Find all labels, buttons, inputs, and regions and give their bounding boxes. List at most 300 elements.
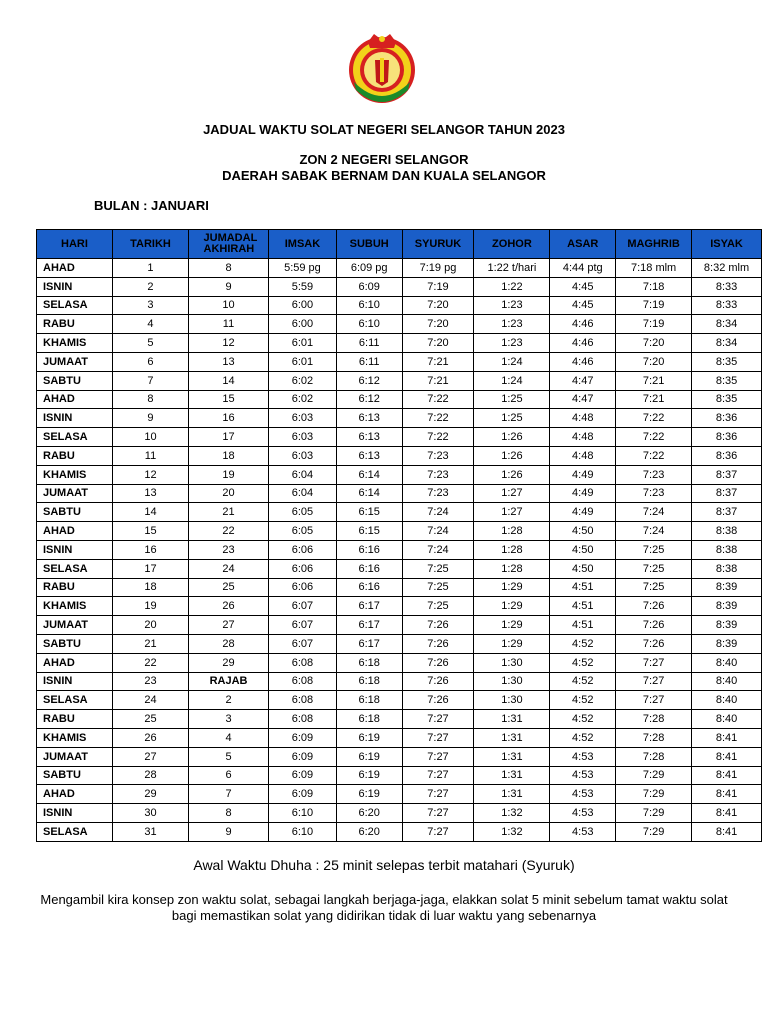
cell-imsak: 6:09 <box>269 728 337 747</box>
cell-tarikh: 17 <box>112 559 188 578</box>
cell-hijri: 5 <box>188 747 268 766</box>
cell-isyak: 8:37 <box>692 465 762 484</box>
cell-hari: SABTU <box>37 371 113 390</box>
cell-asar: 4:47 <box>550 390 616 409</box>
cell-syuruk: 7:21 <box>402 352 474 371</box>
cell-subuh: 6:18 <box>336 710 402 729</box>
cell-zohor: 1:31 <box>474 710 550 729</box>
cell-imsak: 6:07 <box>269 597 337 616</box>
cell-hijri: 7 <box>188 785 268 804</box>
cell-syuruk: 7:24 <box>402 522 474 541</box>
table-row <box>37 277 762 296</box>
cell-hari: AHAD <box>37 522 113 541</box>
cell-tarikh: 7 <box>112 371 188 390</box>
cell-isyak: 8:41 <box>692 785 762 804</box>
cell-hari: JUMAAT <box>37 352 113 371</box>
cell-imsak: 6:03 <box>269 409 337 428</box>
cell-subuh: 6:19 <box>336 785 402 804</box>
cell-zohor: 1:22 <box>474 277 550 296</box>
cell-imsak: 6:04 <box>269 484 337 503</box>
cell-asar: 4:51 <box>550 597 616 616</box>
cell-maghrib: 7:29 <box>616 804 692 823</box>
cell-isyak: 8:32 mlm <box>692 259 762 278</box>
cell-syuruk: 7:26 <box>402 634 474 653</box>
cell-hari: SABTU <box>37 634 113 653</box>
cell-subuh: 6:10 <box>336 315 402 334</box>
cell-asar: 4:53 <box>550 747 616 766</box>
col-header-asar: ASAR <box>550 230 616 259</box>
table-row <box>37 747 762 766</box>
cell-zohor: 1:27 <box>474 503 550 522</box>
cell-syuruk: 7:23 <box>402 484 474 503</box>
cell-tarikh: 2 <box>112 277 188 296</box>
cell-hijri: 27 <box>188 616 268 635</box>
cell-imsak: 6:06 <box>269 578 337 597</box>
cell-isyak: 8:34 <box>692 334 762 353</box>
cell-hijri: 19 <box>188 465 268 484</box>
cell-maghrib: 7:28 <box>616 728 692 747</box>
cell-hari: JUMAAT <box>37 747 113 766</box>
cell-subuh: 6:19 <box>336 766 402 785</box>
cell-subuh: 6:17 <box>336 634 402 653</box>
cell-syuruk: 7:27 <box>402 766 474 785</box>
cell-asar: 4:46 <box>550 352 616 371</box>
cell-hari: ISNIN <box>37 804 113 823</box>
table-row <box>37 766 762 785</box>
cell-imsak: 6:09 <box>269 785 337 804</box>
cell-syuruk: 7:22 <box>402 390 474 409</box>
cell-isyak: 8:33 <box>692 277 762 296</box>
cell-syuruk: 7:26 <box>402 616 474 635</box>
cell-maghrib: 7:21 <box>616 390 692 409</box>
col-header-hari: HARI <box>37 230 113 259</box>
cell-subuh: 6:09 pg <box>336 259 402 278</box>
table-row <box>37 540 762 559</box>
table-row <box>37 334 762 353</box>
cell-asar: 4:52 <box>550 672 616 691</box>
cell-asar: 4:45 <box>550 277 616 296</box>
cell-hari: ISNIN <box>37 672 113 691</box>
cell-asar: 4:53 <box>550 766 616 785</box>
cell-syuruk: 7:25 <box>402 578 474 597</box>
cell-subuh: 6:13 <box>336 446 402 465</box>
cell-zohor: 1:29 <box>474 578 550 597</box>
table-row <box>37 352 762 371</box>
cell-subuh: 6:18 <box>336 672 402 691</box>
cell-tarikh: 20 <box>112 616 188 635</box>
cell-hijri: RAJAB <box>188 672 268 691</box>
table-row <box>37 804 762 823</box>
cell-imsak: 6:04 <box>269 465 337 484</box>
cell-tarikh: 14 <box>112 503 188 522</box>
cell-tarikh: 27 <box>112 747 188 766</box>
cell-zohor: 1:24 <box>474 352 550 371</box>
cell-tarikh: 13 <box>112 484 188 503</box>
col-header-subuh: SUBUH <box>336 230 402 259</box>
cell-tarikh: 15 <box>112 522 188 541</box>
cell-maghrib: 7:25 <box>616 578 692 597</box>
cell-isyak: 8:36 <box>692 446 762 465</box>
cell-imsak: 6:03 <box>269 428 337 447</box>
cell-zohor: 1:28 <box>474 540 550 559</box>
cell-syuruk: 7:26 <box>402 672 474 691</box>
cell-syuruk: 7:23 <box>402 446 474 465</box>
cell-isyak: 8:39 <box>692 616 762 635</box>
table-row <box>37 371 762 390</box>
cell-asar: 4:48 <box>550 446 616 465</box>
cell-hari: JUMAAT <box>37 616 113 635</box>
table-row <box>37 390 762 409</box>
cell-syuruk: 7:20 <box>402 334 474 353</box>
cell-maghrib: 7:22 <box>616 409 692 428</box>
cell-hari: KHAMIS <box>37 728 113 747</box>
cell-maghrib: 7:26 <box>616 597 692 616</box>
cell-hijri: 2 <box>188 691 268 710</box>
cell-asar: 4:53 <box>550 785 616 804</box>
table-row <box>37 522 762 541</box>
cell-isyak: 8:35 <box>692 390 762 409</box>
cell-zohor: 1:29 <box>474 616 550 635</box>
table-body <box>37 259 762 842</box>
cell-imsak: 6:02 <box>269 390 337 409</box>
table-row <box>37 259 762 278</box>
cell-maghrib: 7:22 <box>616 446 692 465</box>
table-row <box>37 672 762 691</box>
cell-zohor: 1:23 <box>474 296 550 315</box>
cell-zohor: 1:26 <box>474 446 550 465</box>
cell-tarikh: 19 <box>112 597 188 616</box>
cell-zohor: 1:31 <box>474 747 550 766</box>
col-header-zohor: ZOHOR <box>474 230 550 259</box>
cell-hijri: 29 <box>188 653 268 672</box>
cell-isyak: 8:38 <box>692 559 762 578</box>
cell-hijri: 20 <box>188 484 268 503</box>
cell-hijri: 8 <box>188 259 268 278</box>
cell-syuruk: 7:27 <box>402 747 474 766</box>
cell-maghrib: 7:24 <box>616 503 692 522</box>
cell-hijri: 3 <box>188 710 268 729</box>
cell-imsak: 6:06 <box>269 559 337 578</box>
cell-hari: AHAD <box>37 785 113 804</box>
cell-tarikh: 26 <box>112 728 188 747</box>
cell-asar: 4:53 <box>550 804 616 823</box>
cell-asar: 4:44 ptg <box>550 259 616 278</box>
cell-subuh: 6:09 <box>336 277 402 296</box>
cell-isyak: 8:41 <box>692 728 762 747</box>
col-header-syuruk: SYURUK <box>402 230 474 259</box>
cell-tarikh: 6 <box>112 352 188 371</box>
cell-syuruk: 7:23 <box>402 465 474 484</box>
cell-zohor: 1:23 <box>474 334 550 353</box>
cell-zohor: 1:32 <box>474 804 550 823</box>
cell-imsak: 6:01 <box>269 334 337 353</box>
cell-zohor: 1:28 <box>474 522 550 541</box>
cell-hijri: 14 <box>188 371 268 390</box>
cell-tarikh: 1 <box>112 259 188 278</box>
cell-asar: 4:48 <box>550 409 616 428</box>
cell-subuh: 6:10 <box>336 296 402 315</box>
cell-hari: SELASA <box>37 691 113 710</box>
cell-maghrib: 7:28 <box>616 710 692 729</box>
cell-isyak: 8:38 <box>692 522 762 541</box>
table-row <box>37 315 762 334</box>
cell-isyak: 8:39 <box>692 634 762 653</box>
month-label: BULAN : JANUARI <box>94 198 209 213</box>
table-row <box>37 503 762 522</box>
cell-tarikh: 23 <box>112 672 188 691</box>
cell-syuruk: 7:27 <box>402 710 474 729</box>
table-row <box>37 634 762 653</box>
cell-isyak: 8:36 <box>692 428 762 447</box>
cell-imsak: 6:07 <box>269 616 337 635</box>
table-row <box>37 578 762 597</box>
cell-maghrib: 7:20 <box>616 334 692 353</box>
cell-isyak: 8:41 <box>692 822 762 841</box>
cell-subuh: 6:17 <box>336 616 402 635</box>
cell-tarikh: 22 <box>112 653 188 672</box>
cell-hijri: 9 <box>188 822 268 841</box>
cell-maghrib: 7:22 <box>616 428 692 447</box>
cell-syuruk: 7:22 <box>402 428 474 447</box>
cell-tarikh: 10 <box>112 428 188 447</box>
cell-hari: SELASA <box>37 428 113 447</box>
cell-maghrib: 7:29 <box>616 822 692 841</box>
cell-isyak: 8:34 <box>692 315 762 334</box>
cell-zohor: 1:25 <box>474 390 550 409</box>
cell-hijri: 6 <box>188 766 268 785</box>
cell-hijri: 11 <box>188 315 268 334</box>
cell-imsak: 6:08 <box>269 672 337 691</box>
table-row <box>37 446 762 465</box>
cell-isyak: 8:37 <box>692 484 762 503</box>
cell-imsak: 6:03 <box>269 446 337 465</box>
cell-hijri: 23 <box>188 540 268 559</box>
cell-tarikh: 16 <box>112 540 188 559</box>
cell-hari: RABU <box>37 446 113 465</box>
cell-hari: SELASA <box>37 822 113 841</box>
cell-isyak: 8:35 <box>692 352 762 371</box>
cell-isyak: 8:37 <box>692 503 762 522</box>
cell-hari: KHAMIS <box>37 597 113 616</box>
cell-asar: 4:49 <box>550 484 616 503</box>
cell-syuruk: 7:27 <box>402 804 474 823</box>
cell-subuh: 6:19 <box>336 747 402 766</box>
cell-subuh: 6:18 <box>336 691 402 710</box>
cell-tarikh: 31 <box>112 822 188 841</box>
table-row <box>37 653 762 672</box>
cell-hari: ISNIN <box>37 409 113 428</box>
cell-imsak: 6:10 <box>269 804 337 823</box>
selangor-crest-logo <box>344 30 420 106</box>
cell-maghrib: 7:20 <box>616 352 692 371</box>
cell-zohor: 1:30 <box>474 672 550 691</box>
table-row <box>37 691 762 710</box>
cell-hari: SABTU <box>37 766 113 785</box>
cell-maghrib: 7:23 <box>616 465 692 484</box>
cell-zohor: 1:32 <box>474 822 550 841</box>
cell-zohor: 1:26 <box>474 465 550 484</box>
cell-isyak: 8:40 <box>692 653 762 672</box>
cell-syuruk: 7:24 <box>402 540 474 559</box>
table-row <box>37 728 762 747</box>
cell-imsak: 5:59 <box>269 277 337 296</box>
cell-isyak: 8:36 <box>692 409 762 428</box>
cell-maghrib: 7:29 <box>616 785 692 804</box>
cell-imsak: 6:00 <box>269 315 337 334</box>
table-row <box>37 822 762 841</box>
cell-maghrib: 7:29 <box>616 766 692 785</box>
cell-subuh: 6:13 <box>336 409 402 428</box>
cell-hijri: 15 <box>188 390 268 409</box>
col-header-isyak: ISYAK <box>692 230 762 259</box>
cell-asar: 4:45 <box>550 296 616 315</box>
cell-hijri: 12 <box>188 334 268 353</box>
cell-maghrib: 7:27 <box>616 672 692 691</box>
cell-hijri: 26 <box>188 597 268 616</box>
cell-hijri: 18 <box>188 446 268 465</box>
cell-hijri: 24 <box>188 559 268 578</box>
cell-asar: 4:52 <box>550 710 616 729</box>
cell-imsak: 6:09 <box>269 766 337 785</box>
district-heading: DAERAH SABAK BERNAM DAN KUALA SELANGOR <box>222 168 546 183</box>
cell-hijri: 22 <box>188 522 268 541</box>
cell-tarikh: 24 <box>112 691 188 710</box>
cell-maghrib: 7:27 <box>616 691 692 710</box>
cell-maghrib: 7:19 <box>616 315 692 334</box>
cell-imsak: 6:06 <box>269 540 337 559</box>
col-header-jumadal-akhirah <box>188 230 268 259</box>
cell-tarikh: 18 <box>112 578 188 597</box>
cell-asar: 4:53 <box>550 822 616 841</box>
cell-asar: 4:46 <box>550 334 616 353</box>
cell-subuh: 6:13 <box>336 428 402 447</box>
cell-tarikh: 11 <box>112 446 188 465</box>
cell-tarikh: 29 <box>112 785 188 804</box>
cell-asar: 4:50 <box>550 522 616 541</box>
cell-hari: AHAD <box>37 259 113 278</box>
cell-hari: KHAMIS <box>37 465 113 484</box>
cell-isyak: 8:40 <box>692 710 762 729</box>
cell-zohor: 1:30 <box>474 653 550 672</box>
cell-isyak: 8:33 <box>692 296 762 315</box>
cell-hijri: 28 <box>188 634 268 653</box>
cell-zohor: 1:26 <box>474 428 550 447</box>
cell-tarikh: 30 <box>112 804 188 823</box>
cell-hari: JUMAAT <box>37 484 113 503</box>
cell-hari: SELASA <box>37 559 113 578</box>
cell-subuh: 6:16 <box>336 540 402 559</box>
cell-syuruk: 7:19 pg <box>402 259 474 278</box>
cell-asar: 4:49 <box>550 465 616 484</box>
cell-hijri: 21 <box>188 503 268 522</box>
cell-maghrib: 7:24 <box>616 522 692 541</box>
cell-hari: AHAD <box>37 653 113 672</box>
cell-hijri: 25 <box>188 578 268 597</box>
cell-zohor: 1:31 <box>474 728 550 747</box>
cell-zohor: 1:23 <box>474 315 550 334</box>
cell-syuruk: 7:24 <box>402 503 474 522</box>
page-title: JADUAL WAKTU SOLAT NEGERI SELANGOR TAHUN 2023 <box>203 122 565 137</box>
cell-syuruk: 7:20 <box>402 296 474 315</box>
cell-tarikh: 28 <box>112 766 188 785</box>
cell-isyak: 8:39 <box>692 597 762 616</box>
cell-syuruk: 7:19 <box>402 277 474 296</box>
cell-imsak: 6:02 <box>269 371 337 390</box>
cell-zohor: 1:31 <box>474 785 550 804</box>
cell-syuruk: 7:26 <box>402 691 474 710</box>
cell-tarikh: 5 <box>112 334 188 353</box>
cell-imsak: 6:00 <box>269 296 337 315</box>
cell-imsak: 6:07 <box>269 634 337 653</box>
cell-hari: RABU <box>37 710 113 729</box>
cell-isyak: 8:40 <box>692 672 762 691</box>
cell-syuruk: 7:20 <box>402 315 474 334</box>
cell-isyak: 8:35 <box>692 371 762 390</box>
col-header-maghrib: MAGHRIB <box>616 230 692 259</box>
cell-hijri: 16 <box>188 409 268 428</box>
cell-asar: 4:48 <box>550 428 616 447</box>
cell-syuruk: 7:22 <box>402 409 474 428</box>
cell-hari: SELASA <box>37 296 113 315</box>
cell-imsak: 6:05 <box>269 522 337 541</box>
cell-hijri: 9 <box>188 277 268 296</box>
cell-isyak: 8:41 <box>692 766 762 785</box>
cell-hari: RABU <box>37 578 113 597</box>
cell-syuruk: 7:25 <box>402 559 474 578</box>
cell-imsak: 5:59 pg <box>269 259 337 278</box>
cell-syuruk: 7:27 <box>402 785 474 804</box>
dhuha-note: Awal Waktu Dhuha : 25 minit selepas terbit matahari (Syuruk) <box>193 857 575 873</box>
cell-isyak: 8:41 <box>692 804 762 823</box>
cell-tarikh: 4 <box>112 315 188 334</box>
cell-syuruk: 7:26 <box>402 653 474 672</box>
cell-imsak: 6:10 <box>269 822 337 841</box>
cell-hijri: 4 <box>188 728 268 747</box>
cell-zohor: 1:29 <box>474 597 550 616</box>
cell-tarikh: 25 <box>112 710 188 729</box>
cell-tarikh: 9 <box>112 409 188 428</box>
cell-maghrib: 7:25 <box>616 559 692 578</box>
cell-subuh: 6:20 <box>336 822 402 841</box>
table-row <box>37 465 762 484</box>
cell-subuh: 6:11 <box>336 334 402 353</box>
cell-asar: 4:49 <box>550 503 616 522</box>
cell-maghrib: 7:28 <box>616 747 692 766</box>
cell-zohor: 1:27 <box>474 484 550 503</box>
cell-asar: 4:51 <box>550 616 616 635</box>
col-header-tarikh: TARIKH <box>112 230 188 259</box>
table-row <box>37 296 762 315</box>
cell-subuh: 6:12 <box>336 390 402 409</box>
cell-isyak: 8:40 <box>692 691 762 710</box>
cell-subuh: 6:15 <box>336 503 402 522</box>
cell-zohor: 1:31 <box>474 766 550 785</box>
col-header-imsak: IMSAK <box>269 230 337 259</box>
cell-zohor: 1:24 <box>474 371 550 390</box>
cell-hari: SABTU <box>37 503 113 522</box>
cell-imsak: 6:05 <box>269 503 337 522</box>
cell-isyak: 8:41 <box>692 747 762 766</box>
cell-asar: 4:52 <box>550 634 616 653</box>
col-header-jumadal-akhirah-label: JUMADAL AKHIRAH <box>203 232 258 255</box>
cell-hari: AHAD <box>37 390 113 409</box>
cell-maghrib: 7:23 <box>616 484 692 503</box>
cell-tarikh: 12 <box>112 465 188 484</box>
cell-zohor: 1:28 <box>474 559 550 578</box>
cell-hari: ISNIN <box>37 540 113 559</box>
cell-imsak: 6:08 <box>269 653 337 672</box>
cell-hijri: 10 <box>188 296 268 315</box>
